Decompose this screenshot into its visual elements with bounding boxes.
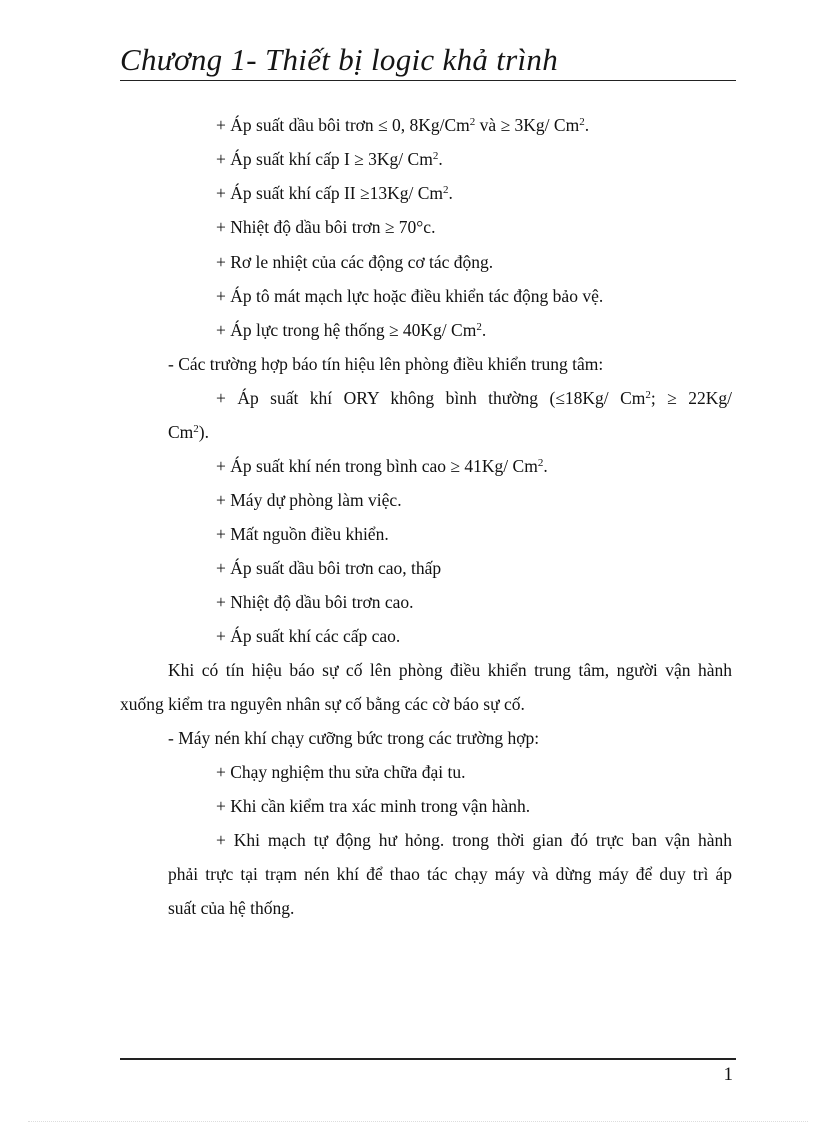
text-line: suất của hệ thống. (168, 898, 295, 918)
text-line: + Áp suất khí nén trong bình cao ≥ 41Kg/ Cm$^2$. (216, 456, 548, 476)
text-line: - Các trường hợp báo tín hiệu lên phòng điều khiển trung tâm: (168, 354, 604, 374)
text-line: + Rơ le nhiệt của các động cơ tác động. (216, 252, 494, 272)
text-line: + Mất nguồn điều khiển. (216, 524, 389, 544)
text-line: + Áp suất khí các cấp cao. (216, 626, 401, 646)
text-line: phải trực tại trạm nén khí để thao tác chạy máy và dừng máy để duy trì áp (168, 864, 732, 884)
page-header-title: Chương 1- Thiết bị logic khả trình (120, 42, 559, 77)
text-line: + Áp tô mát mạch lực hoặc điều khiển tác động bảo vệ. (216, 286, 604, 306)
text-line: + Chạy nghiệm thu sửa chữa đại tu. (216, 762, 466, 782)
page-edge-divider (28, 1121, 808, 1122)
text-line: + Áp suất khí cấp I ≥ 3Kg/ Cm$^2$. (216, 149, 443, 169)
page-number: 1 (723, 1064, 733, 1085)
text-line: Khi có tín hiệu báo sự cố lên phòng điều khiển trung tâm, người vận hành (168, 660, 732, 680)
text-line: + Khi cần kiểm tra xác minh trong vận hành. (216, 796, 531, 816)
text-line: + Khi mạch tự động hư hỏng. trong thời gian đó trực ban vận hành (216, 830, 732, 850)
text-line: xuống kiểm tra nguyên nhân sự cố bằng các cờ báo sự cố. (120, 694, 525, 714)
text-line: + Nhiệt độ dầu bôi trơn cao. (216, 592, 414, 612)
text-line: + Áp suất khí ORY không bình thường (≤18Kg/ $Cm^2$; ≥ 22Kg/ (216, 388, 732, 408)
text-line: - Máy nén khí chạy cưỡng bức trong các trường hợp: (168, 728, 540, 748)
text-line: + Áp suất dầu bôi trơn cao, thấp (216, 558, 442, 578)
text-line: + Áp suất dầu bôi trơn ≤ 0, 8Kg/Cm$^2$ và ≥ 3Kg/ Cm$^2$. (216, 115, 590, 135)
text-line: Cm$^2$). (168, 422, 209, 442)
text-line: + Áp suất khí cấp II ≥13Kg/ Cm$^2$. (216, 183, 453, 203)
footer-rule (120, 1058, 736, 1060)
text-line: + Máy dự phòng làm việc. (216, 490, 402, 510)
text-line: + Nhiệt độ dầu bôi trơn ≥ 70°c. (216, 217, 436, 237)
text-line: + Áp lực trong hệ thống ≥ 40Kg/ Cm$^2$. (216, 320, 487, 340)
